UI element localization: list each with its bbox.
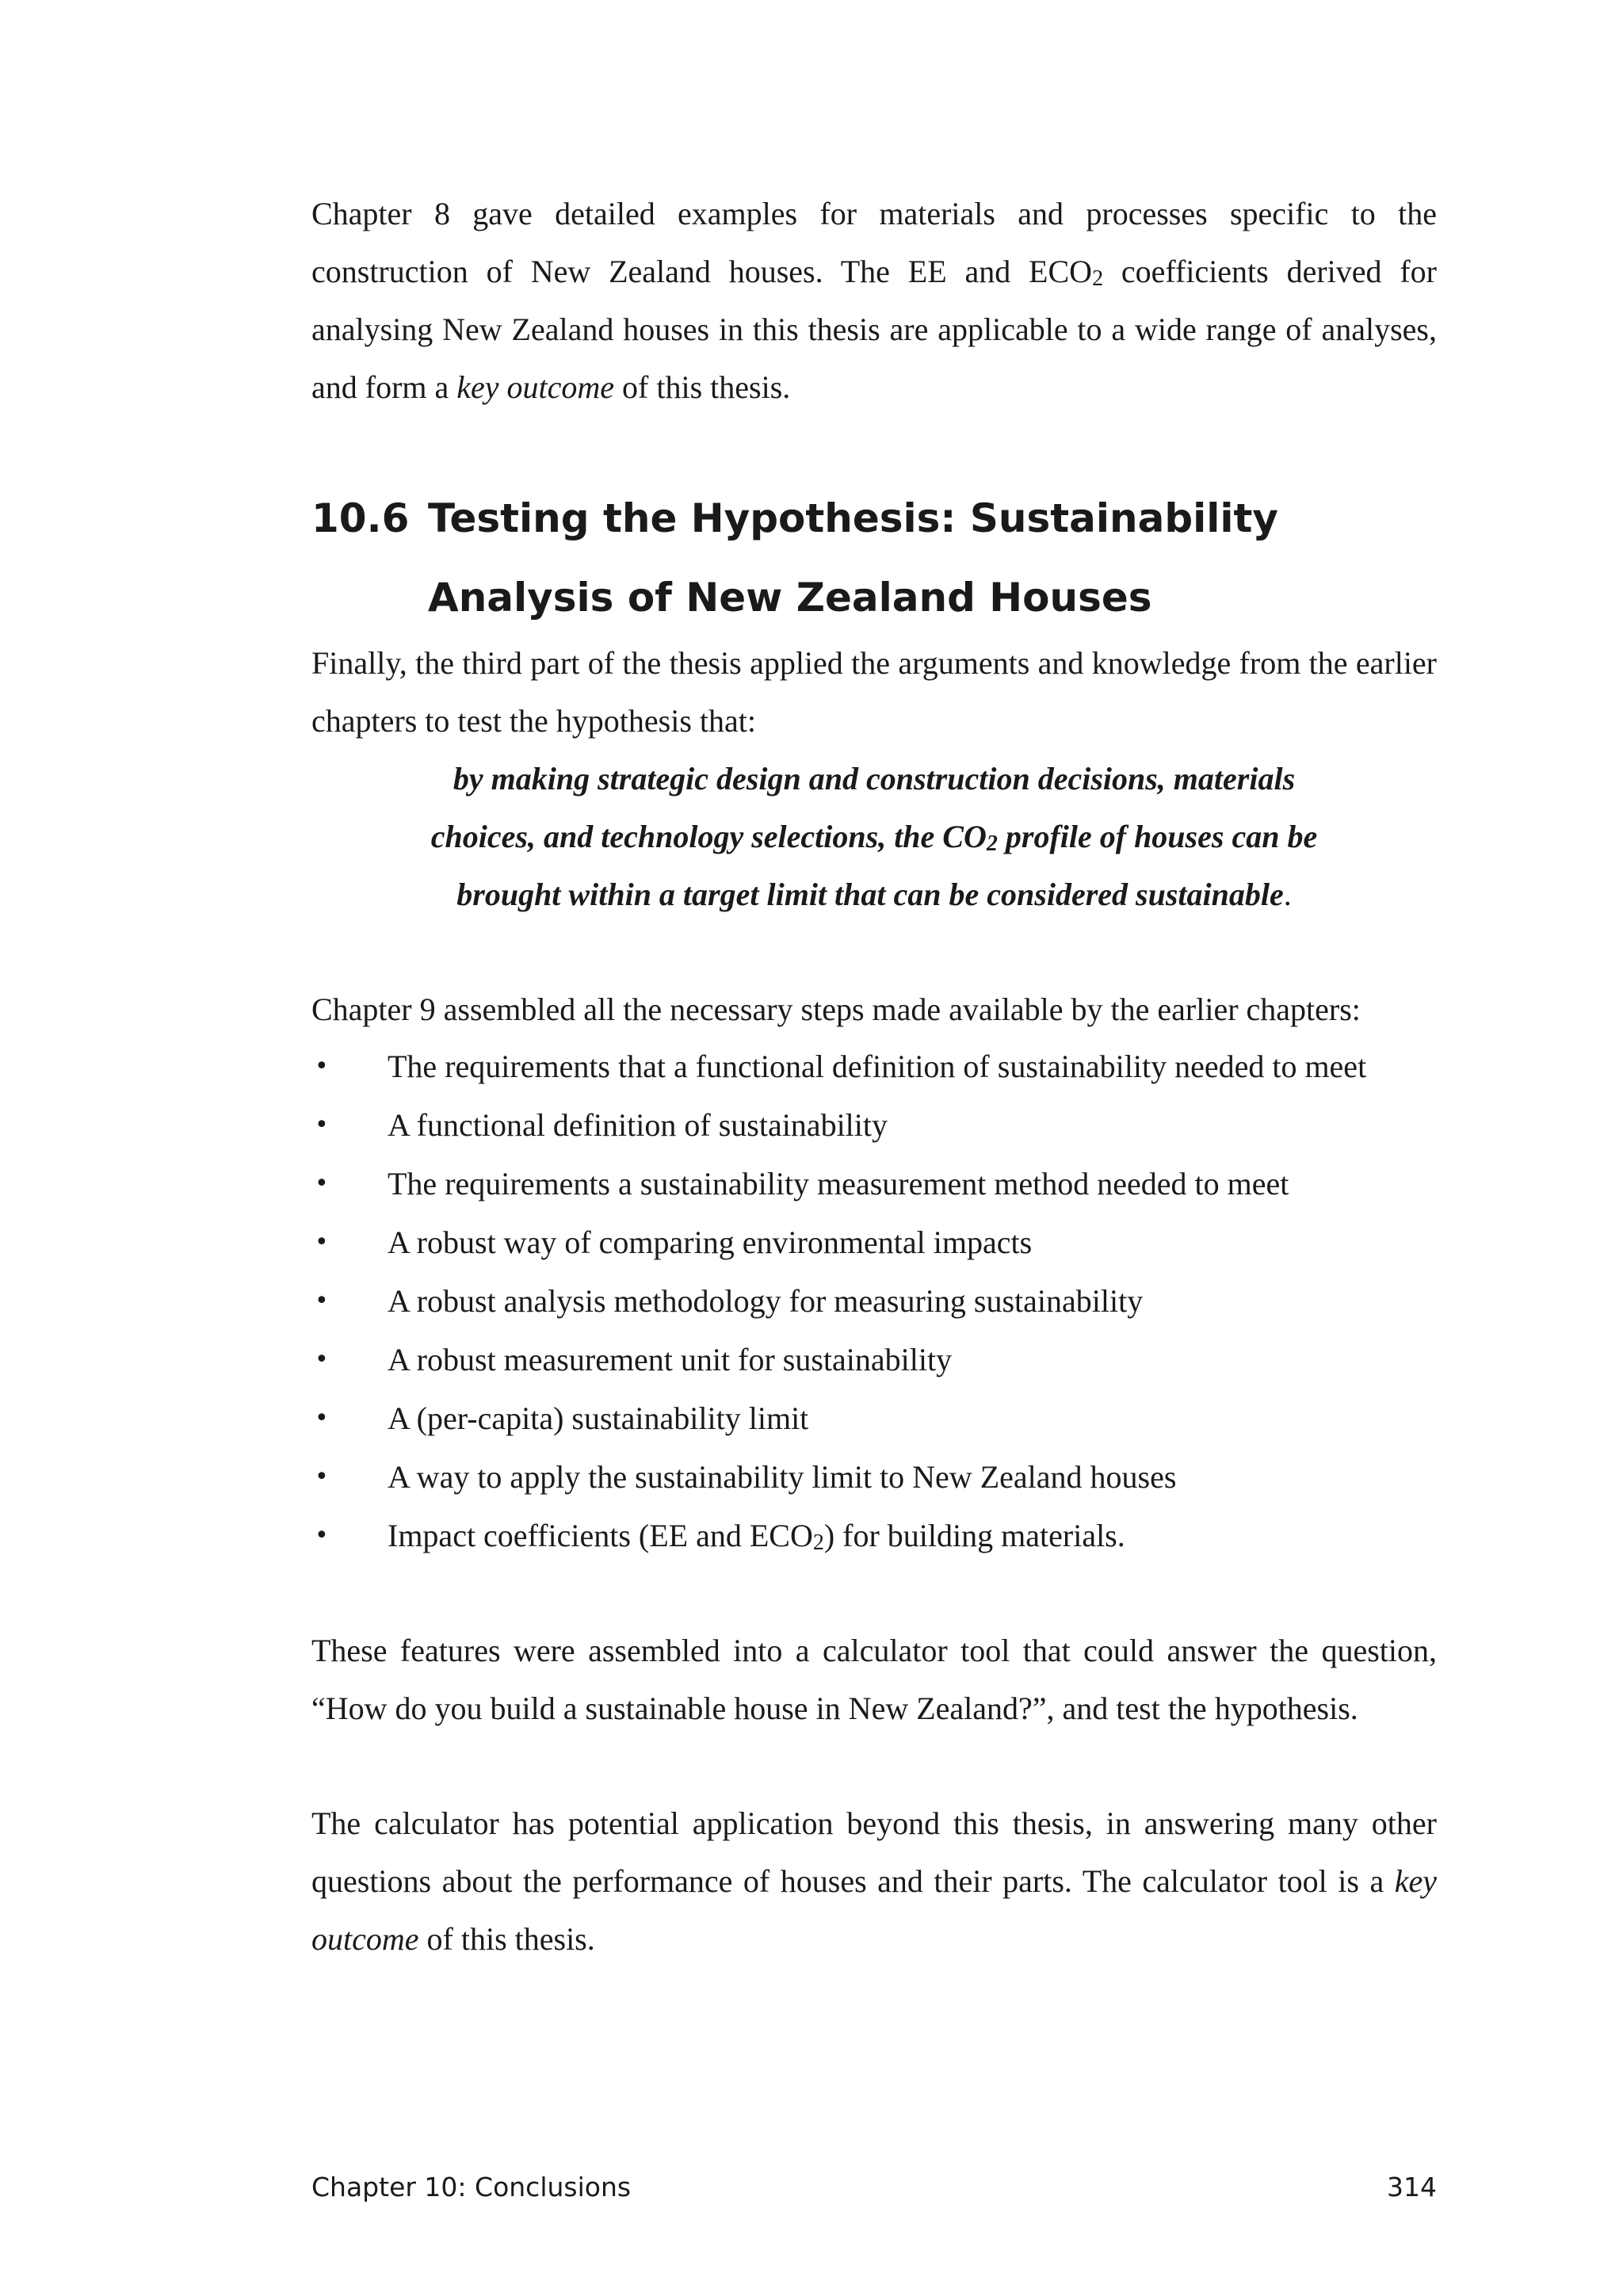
list-item-text: The requirements a sustainability measurement method needed to meet xyxy=(388,1166,1289,1201)
bullet-icon: • xyxy=(315,1522,329,1549)
bullet-icon: • xyxy=(315,1404,329,1432)
paragraph-calculator-tool: These features were assembled into a calculator tool that could answer the question, “How do you build a sustainable house in New Zealand?”, and test the hypothesis. xyxy=(311,1633,1437,1726)
page-footer xyxy=(311,2172,1437,2203)
emphasis-key-outcome: key outcome xyxy=(456,369,615,405)
section-title: Testing the Hypothesis: Sustainability Analysis of New Zealand Houses xyxy=(428,495,1279,621)
subscript-2: 2 xyxy=(812,1530,824,1556)
hypothesis-line-2b: profile of houses can be xyxy=(997,819,1318,854)
hypothesis-line-2a: choices, and technology selections, the CO xyxy=(430,819,987,854)
list-item-text: Impact coefficients (EE and ECO xyxy=(388,1518,813,1553)
bullet-icon: • xyxy=(315,1170,329,1198)
steps-bullet-list xyxy=(311,1037,1437,1565)
list-item xyxy=(311,1331,1437,1389)
list-item xyxy=(311,1389,1437,1448)
p5-text-b: of this thesis. xyxy=(418,1921,595,1957)
hypothesis-line-1: by making strategic design and construction decisions, materials xyxy=(453,761,1296,797)
section-heading xyxy=(311,479,1437,637)
list-item-text: A functional definition of sustainability xyxy=(388,1107,888,1143)
subscript-2: 2 xyxy=(986,831,998,857)
list-item xyxy=(311,1507,1437,1565)
paragraph-calculator-application xyxy=(311,1794,1437,1968)
list-item-text: The requirements that a functional definition of sustainability needed to meet xyxy=(388,1049,1367,1084)
bullet-icon: • xyxy=(315,1287,329,1315)
paragraph-ee-eco2-coefficients xyxy=(311,185,1437,416)
bullet-icon: • xyxy=(315,1228,329,1256)
paragraph-hypothesis-intro: Finally, the third part of the thesis applied the arguments and knowledge from the earlier chapters to test the hypothesis that: xyxy=(311,645,1437,739)
list-item-text: A way to apply the sustainability limit to New Zealand houses xyxy=(388,1459,1177,1495)
bullet-icon: • xyxy=(315,1052,329,1080)
subscript-2: 2 xyxy=(1092,266,1104,292)
list-item-text: A (per-capita) sustainability limit xyxy=(388,1400,809,1436)
list-item xyxy=(311,1096,1437,1155)
list-item xyxy=(311,1037,1437,1096)
p5-text-a: The calculator has potential application beyond this thesis, in answering many other questions about the performance of houses and their parts. The calculator tool is a xyxy=(311,1805,1437,1899)
hypothesis-statement xyxy=(311,750,1437,923)
list-item xyxy=(311,1155,1437,1213)
list-item xyxy=(311,1213,1437,1272)
list-item-text: A robust measurement unit for sustainability xyxy=(388,1342,953,1377)
list-item xyxy=(311,1448,1437,1507)
hypothesis-line-3: brought within a target limit that can be considered sustainable xyxy=(456,877,1284,912)
footer-chapter-title: Chapter 10: Conclusions xyxy=(311,2172,632,2202)
hypothesis-period: . xyxy=(1283,877,1292,912)
page-number: 314 xyxy=(1387,2172,1437,2202)
list-item-text: A robust analysis methodology for measuring sustainability xyxy=(388,1283,1144,1319)
p1-text-c: of this thesis. xyxy=(614,369,791,405)
list-item-text: A robust way of comparing environmental impacts xyxy=(388,1224,1033,1260)
emphasis-key-outcome: key outcome xyxy=(311,1863,1437,1957)
p1-text-b: coefficients derived for analysing New Zealand houses in this thesis are applicable to a wide range of analyses, and form a xyxy=(311,254,1437,405)
list-item-text-end: ) for building materials. xyxy=(823,1518,1125,1553)
list-item xyxy=(311,1272,1437,1331)
paragraph-chapter9-summary: Chapter 9 assembled all the necessary steps made available by the earlier chapters: xyxy=(311,991,1361,1027)
bullet-icon: • xyxy=(315,1346,329,1373)
bullet-icon: • xyxy=(315,1463,329,1491)
bullet-icon: • xyxy=(315,1111,329,1139)
section-number: 10.6 xyxy=(311,495,410,541)
p1-text-a: Chapter 8 gave detailed examples for materials and processes specific to the construction of New Zealand houses. The EE and ECO xyxy=(311,196,1437,289)
